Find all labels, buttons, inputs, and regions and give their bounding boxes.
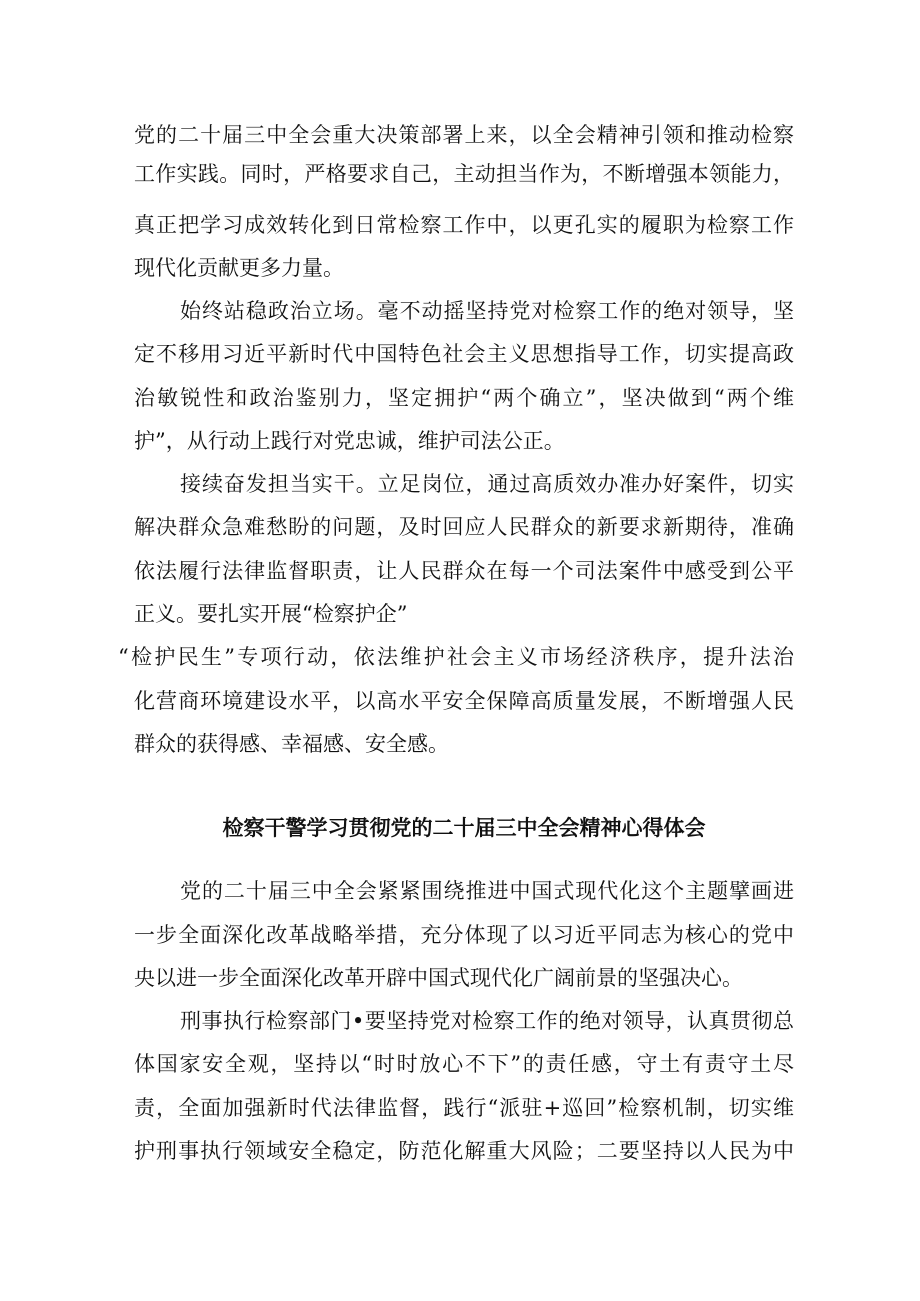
body-text-line: 正义。要扎实开展“检察护企” bbox=[134, 602, 408, 626]
section-heading: 检察干警学习贯彻党的二十届三中全会精神心得体会 bbox=[222, 816, 706, 840]
body-text-line: 护刑事执行领域安全稳定，防范化解重大风险；二要坚持以人民为中 bbox=[134, 1139, 794, 1163]
body-text-line: 现代化贡献更多力量。 bbox=[134, 256, 344, 280]
body-text-line: 治敏锐性和政治鉴别力，坚定拥护“两个确立”，坚决做到“两个维 bbox=[134, 386, 794, 410]
body-text-line: 刑事执行检察部门•要坚持党对检察工作的绝对领导，认真贯彻总 bbox=[180, 1009, 794, 1033]
body-text-line: “检护民生”专项行动，依法维护社会主义市场经济秩序，提升法治 bbox=[118, 645, 794, 669]
body-text-line: 真正把学习成效转化到日常检察工作中，以更孔实的履职为检察工作 bbox=[134, 213, 794, 237]
body-text-line: 工作实践。同时，严格要求自己，主动担当作为，不断增强本领能力， bbox=[134, 162, 794, 186]
body-text-line: 群众的获得感、幸福感、安全感。 bbox=[134, 732, 449, 756]
body-text-line: 护”，从行动上践行对党忠诚，维护司法公正。 bbox=[134, 429, 565, 453]
body-text-line: 依法履行法律监督职责，让人民群众在每一个司法案件中感受到公平 bbox=[134, 559, 794, 583]
body-text-line: 党的二十届三中全会紧紧围绕推进中国式现代化这个主题擘画进 bbox=[180, 879, 794, 903]
body-text-line: 接续奋发担当实干。立足岗位，通过高质效办准办好案件，切实 bbox=[180, 472, 794, 496]
body-text-line: 化营商环境建设水平，以高水平安全保障高质量发展，不断增强人民 bbox=[134, 689, 794, 713]
body-text-line: 解决群众急难愁盼的问题，及时回应人民群众的新要求新期待，准确 bbox=[134, 515, 794, 539]
body-text-line: 始终站稳政治立场。毫不动摇坚持党对检察工作的绝对领导，坚 bbox=[180, 299, 794, 323]
body-text-line: 央以进一步全面深化改革开辟中国式现代化广阔前景的坚强决心。 bbox=[134, 966, 743, 990]
body-text-line: 党的二十届三中全会重大决策部署上来，以全会精神引领和推动检察 bbox=[134, 123, 794, 147]
body-text-line: 体国家安全观，坚持以“时时放心不下”的责任感，守土有责守土尽 bbox=[134, 1052, 794, 1076]
body-text-line: 责，全面加强新时代法律监督，践行“派驻+巡回”检察机制，切实维 bbox=[134, 1096, 794, 1120]
body-text-line: 定不移用习近平新时代中国特色社会主义思想指导工作，切实提高政 bbox=[134, 342, 794, 366]
body-text-line: 一步全面深化改革战略举措，充分体现了以习近平同志为核心的党中 bbox=[134, 923, 794, 947]
